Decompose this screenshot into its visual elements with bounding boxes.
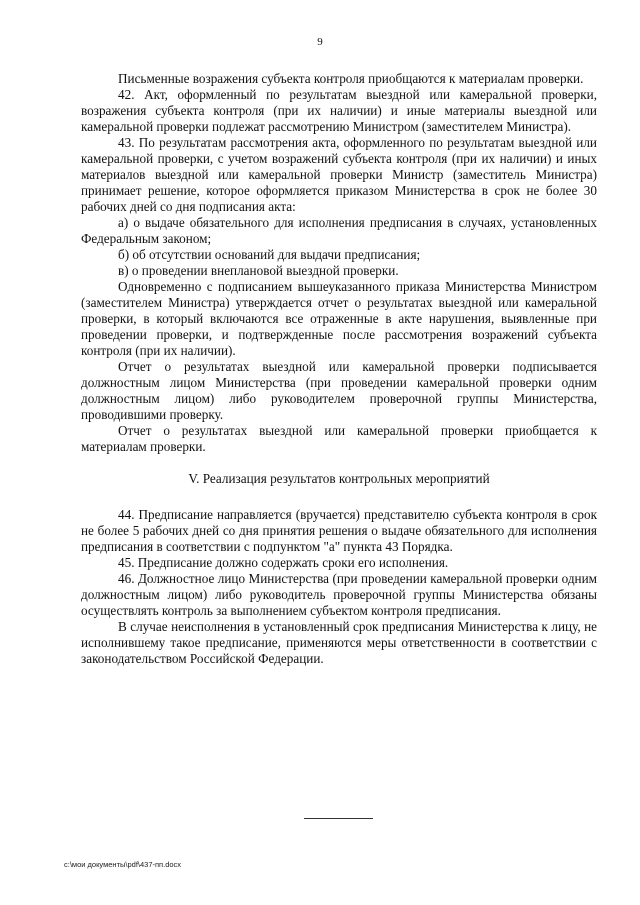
paragraph-45: 45. Предписание должно содержать сроки его исполнения. <box>118 555 449 570</box>
section-heading: V. Реализация результатов контрольных мероприятий <box>188 471 490 486</box>
paragraph-43-b: б) об отсутствии оснований для выдачи предписания; <box>118 247 421 262</box>
footer-file-path: c:\мои документы\pdf\437-пп.docx <box>64 860 182 869</box>
paragraph-42: 42. Акт, оформленный по результатам выездной или камеральной проверки, возражения субъекта контроля (при их наличии) и иные материалы выездной или камеральной проверки подлежат рассмотрению Министром (заместителем Министра). <box>81 87 597 134</box>
paragraph-report-approval: Одновременно с подписанием вышеуказанного приказа Министерства Министром (заместителем Министра) утверждается отчет о результатах выездной или камеральной проверки, в который включаются все отраженные в акте нарушения, выявленные при проведении проверки, и подтвержденные после рассмотрения возражений субъекта контроля (при их наличии). <box>81 279 597 358</box>
end-divider <box>304 818 373 819</box>
paragraph-43-v: в) о проведении внеплановой выездной проверки. <box>118 263 399 278</box>
page-number: 9 <box>317 36 323 48</box>
paragraph-report-signing: Отчет о результатах выездной или камеральной проверки подписывается должностным лицом Министерства (при проведении камеральной проверки одним должностным лицом) либо руководителем проверочной группы Министерства, проводившими проверку. <box>81 359 597 422</box>
paragraph-objections: Письменные возражения субъекта контроля приобщаются к материалам проверки. <box>118 71 584 86</box>
document-body <box>81 71 597 667</box>
paragraph-43: 43. По результатам рассмотрения акта, оформленного по результатам выездной или камеральной проверки, с учетом возражений субъекта контроля (при их наличии) и иных материалов выездной или камеральной проверки Министр (заместитель Министра) принимает решение, которое оформляется приказом Министерства в срок не более 30 рабочих дней со дня подписания акта: <box>81 135 597 214</box>
paragraph-44: 44. Предписание направляется (вручается) представителю субъекта контроля в срок не более 5 рабочих дней со дня принятия решения о выдаче обязательного для исполнения предписания в соответствии с подпунктом "а" пункта 43 Порядка. <box>81 507 597 554</box>
paragraph-report-attached: Отчет о результатах выездной или камеральной проверки приобщается к материалам проверки. <box>81 423 597 454</box>
paragraph-non-compliance: В случае неисполнения в установленный срок предписания Министерства к лицу, не исполнившему такое предписание, применяются меры ответственности в соответствии с законодательством Российской Федерации. <box>81 619 597 666</box>
paragraph-43-a: а) о выдаче обязательного для исполнения предписания в случаях, установленных Федеральным законом; <box>81 215 597 246</box>
paragraph-46: 46. Должностное лицо Министерства (при проведении камеральной проверки одним должностным лицом) либо руководитель проверочной группы Министерства обязаны осуществлять контроль за выполнением субъектом контроля предписания. <box>81 571 597 618</box>
